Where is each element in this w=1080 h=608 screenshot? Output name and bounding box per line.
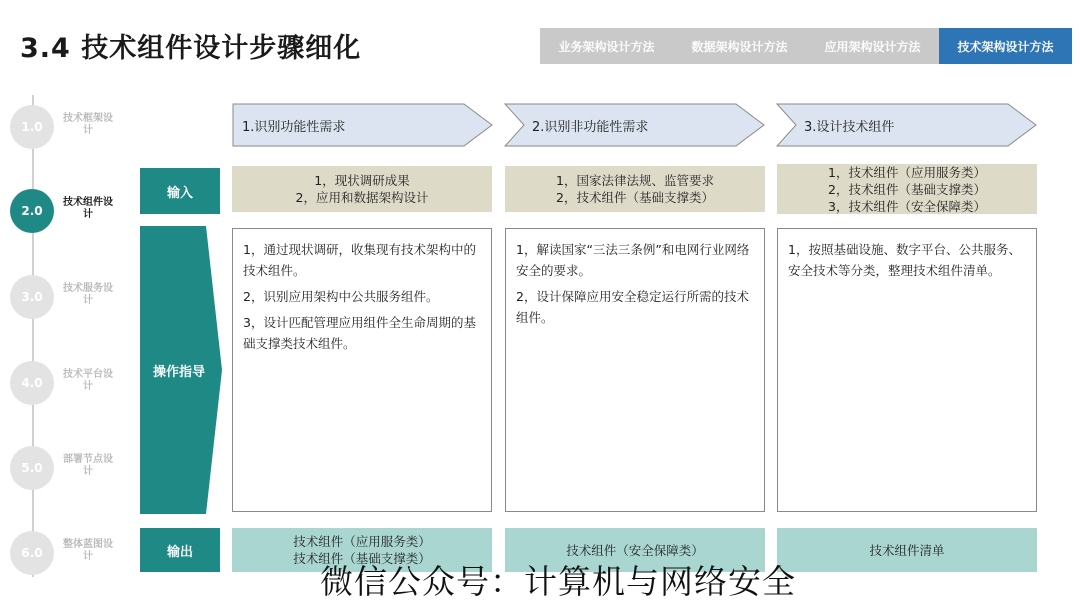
input-line: 2，应用和数据架构设计 (295, 190, 429, 205)
step-circle[interactable]: 2.0 (10, 189, 54, 233)
output-line: 技术组件（应用服务类） (293, 534, 431, 549)
output-line: 技术组件（安全保障类） (566, 542, 704, 558)
input-line: 1，国家法律法规、监管要求 (556, 173, 714, 188)
output-box-3 (777, 528, 1037, 572)
step-label: 技术组件设计 (63, 197, 113, 220)
guide-item: 2，设计保障应用安全稳定运行所需的技术组件。 (516, 289, 749, 325)
step-chevron-2 (504, 103, 766, 147)
guide-item: 1，解读国家“三法三条例”和电网行业网络安全的要求。 (516, 242, 750, 278)
step-label: 技术平台设计 (63, 369, 113, 392)
step-title: 2.识别非功能性需求 (532, 120, 649, 135)
input-box-3 (777, 164, 1037, 214)
input-line: 3，技术组件（安全保障类） (828, 198, 986, 214)
guide-box-2 (505, 228, 765, 512)
input-line: 1，技术组件（应用服务类） (828, 164, 986, 180)
step-circle[interactable]: 4.0 (10, 361, 54, 405)
output-line: 技术组件清单 (869, 542, 945, 558)
guide-item: 1，按照基础设施、数字平台、公共服务、安全技术等分类，整理技术组件清单。 (788, 242, 1021, 278)
step-chevron-3 (776, 103, 1038, 147)
step-label: 整体蓝图设计 (63, 539, 113, 562)
row-label-guide: 操作指导 (152, 364, 205, 380)
tab-business-architecture[interactable]: 业务架构设计方法 (540, 28, 673, 64)
timeline-line (32, 95, 34, 577)
step-label: 部署节点设计 (63, 454, 113, 477)
tab-application-architecture[interactable]: 应用架构设计方法 (806, 28, 939, 64)
input-box-2 (505, 166, 765, 212)
guide-item: 2，识别应用架构中公共服务组件。 (243, 289, 439, 304)
guide-item: 1，通过现状调研，收集现有技术架构中的技术组件。 (243, 242, 476, 278)
guide-box-1 (232, 228, 492, 512)
input-line: 2，技术组件（基础支撑类） (828, 181, 986, 197)
step-title: 1.识别功能性需求 (242, 120, 346, 135)
input-box-1 (232, 166, 492, 212)
timeline-step-1[interactable] (10, 105, 130, 149)
timeline-step-5[interactable] (10, 446, 130, 490)
step-circle[interactable]: 6.0 (10, 531, 54, 575)
input-line: 1，现状调研成果 (314, 173, 410, 188)
row-label-output: 输出 (140, 528, 220, 572)
timeline-step-2[interactable] (10, 189, 130, 233)
page-title: 3.4 技术组件设计步骤细化 (20, 33, 362, 64)
timeline-step-6[interactable] (10, 531, 130, 575)
tab-technology-architecture[interactable]: 技术架构设计方法 (939, 28, 1072, 64)
output-line: 技术组件（基础支撑类） (293, 551, 431, 566)
guide-item: 3，设计匹配管理应用组件全生命周期的基础支撑类技术组件。 (243, 315, 476, 351)
step-circle[interactable]: 3.0 (10, 275, 54, 319)
step-chevron-1 (232, 103, 494, 147)
step-title: 3.设计技术组件 (804, 120, 895, 135)
timeline-step-4[interactable] (10, 361, 130, 405)
watermark-text: 微信公众号：计算机与网络安全 (320, 562, 796, 601)
step-label: 技术服务设计 (63, 283, 113, 306)
step-circle[interactable]: 1.0 (10, 105, 54, 149)
step-label: 技术框架设计 (63, 113, 113, 136)
method-tabs (540, 28, 1072, 64)
tab-data-architecture[interactable]: 数据架构设计方法 (673, 28, 806, 64)
step-timeline (0, 95, 130, 585)
timeline-step-3[interactable] (10, 275, 130, 319)
step-circle[interactable]: 5.0 (10, 446, 54, 490)
guide-box-3 (777, 228, 1037, 512)
input-line: 2，技术组件（基础支撑类） (556, 190, 714, 205)
row-label-input: 输入 (140, 168, 220, 214)
